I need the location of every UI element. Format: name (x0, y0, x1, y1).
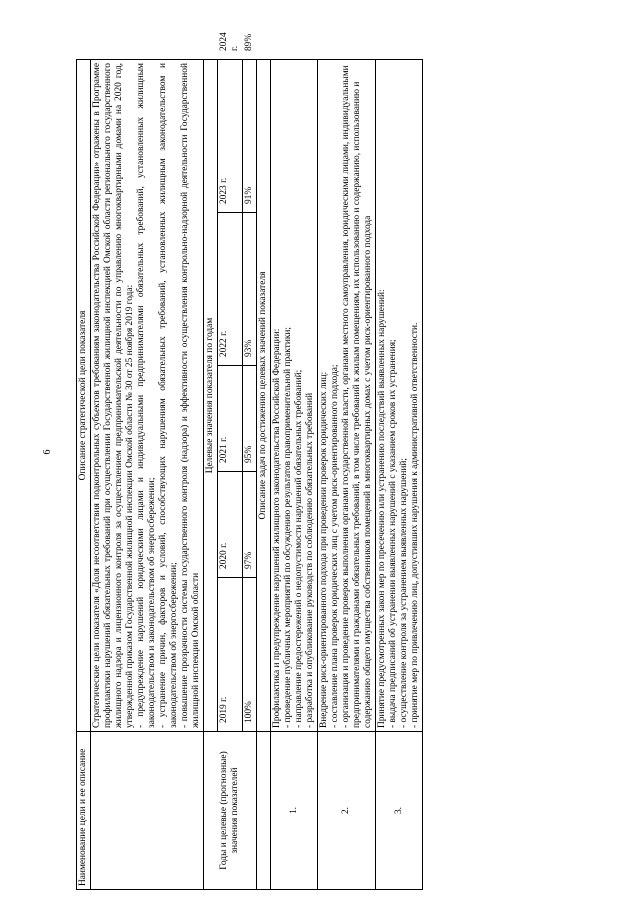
task-number: 2. (318, 732, 376, 890)
goal-description-row (91, 60, 204, 890)
task-description (318, 60, 376, 732)
task-line: - проведение публичных мероприятий по обсуждению результатов правоприменительной практики; (283, 326, 293, 728)
value-cell: 95% (243, 366, 257, 472)
value-cell: 97% (243, 472, 257, 578)
document-table-rotated (76, 32, 616, 890)
task-line: - направление предостережений о недопустимости нарушений обязательных требований; (294, 369, 304, 728)
goal-paragraph: Стратегические цели показателя «Доля несоответствия подконтрольных субъектов требованиям законодательства Российской Федерации» отражены в Программе профилактики нарушений обязательных требований при осуществлении Государственной жилищной инспекцией Омской области регионального государственного жилищного надзора и лицензионного контроля за осуществлением предпринимательской деятельности по управлению многоквартирными домами на 2020 год, утвержденной приказом Государственной жилищной инспекции Омской области № 30 от 25 ноября 2019 года: (92, 63, 135, 728)
targets-years-row: 2019 г. 2020 г. 2021 г. 2022 г. 2023 г. 2024 г. (218, 60, 243, 890)
indicator-table (76, 32, 423, 890)
year-cell: 2022 г. (218, 213, 243, 366)
task-line: - осуществление контроля за устранением выявленных нарушений; (399, 457, 409, 728)
task-line: - организация и проведение проверок выполнения органами государственной власти, органами местного самоуправления, юридическими лицами, индивидуальными предпринимателями и гражданами обязательных требований, в том числе требований к жилым помещениям, их использованию и содержанию, использованию и содержанию общего имущества собственников помещений в многоквартирных домах с учетом риск-ориентированного подхода (341, 65, 373, 728)
task-row (318, 60, 376, 890)
header-goal-name: Наименование цели и ее описание (77, 732, 91, 890)
header-row (77, 60, 91, 890)
task-description (376, 60, 423, 732)
task-number: 1. (271, 732, 318, 890)
task-row (271, 60, 318, 890)
year-cell: 2021 г. (218, 366, 243, 472)
goal-bullet: - предупреждение нарушений юридическими лицами и индивидуальными предпринимателями обязательных требований, установленных жилищным законодательством и законодательством об энергосбережении; (136, 63, 157, 728)
task-line: - принятие мер по привлечению лиц, допустивших нарушения к административной ответственности. (410, 322, 420, 728)
task-line: - выдача предписаний об устранении выявленных нарушений с указанием сроков их устранения; (388, 339, 398, 728)
targets-heading-row (204, 60, 218, 890)
tasks-label-empty (257, 732, 271, 890)
goal-label-empty (91, 732, 204, 890)
task-line: Профилактика и предупреждение нарушений жилищного законодательства Российской Федерации: (272, 328, 282, 728)
value-cell: 100% (243, 578, 257, 732)
value-cell: 93% (243, 213, 257, 366)
year-cell: 2020 г. (218, 472, 243, 578)
task-number: 3. (376, 732, 423, 890)
year-cell: 2019 г. (218, 578, 243, 732)
task-row (376, 60, 423, 890)
header-goal-description: Описание стратегической цели показателя (77, 60, 91, 732)
year-cell: 2023 г. (218, 60, 243, 213)
targets-label: Годы и целевые (прогнозные) значения показателей (204, 732, 257, 890)
goal-bullet: - устранение причин, факторов и условий, способствующих нарушениям обязательных требований, установленных жилищным законодательством и законодательством об энергосбережении; (158, 63, 179, 728)
page-number: 6 (42, 449, 53, 455)
tasks-heading-row (257, 60, 271, 890)
task-description (271, 60, 318, 732)
targets-heading: Целевые значения показателя по годам (204, 60, 218, 732)
goal-bullet: - повышение прозрачности системы государственного контроля (надзора) и эффективности осуществления контрольно-надзорной деятельности Государственной жилищной инспекции Омской области (180, 63, 201, 728)
task-line: Внедрение риск-ориентированного подхода при проведении проверок юридических лиц: (319, 371, 329, 728)
value-cell: 91% (243, 60, 257, 213)
task-line: Принятие предусмотренных закон мер по пресечению или устранению последствий выявленных нарушений: (377, 289, 387, 728)
goal-description (91, 60, 204, 732)
task-line: - разработка и опубликование руководств по соблюдению обязательных требований (305, 392, 315, 728)
targets-values-row: 100% 97% 95% 93% 91% 89% (243, 60, 257, 890)
task-line: - составление плана проверок юридических лиц с учетом риск-ориентированного подхода; (330, 364, 340, 728)
tasks-heading: Описание задач по достижению целевых значений показателя (257, 60, 271, 732)
